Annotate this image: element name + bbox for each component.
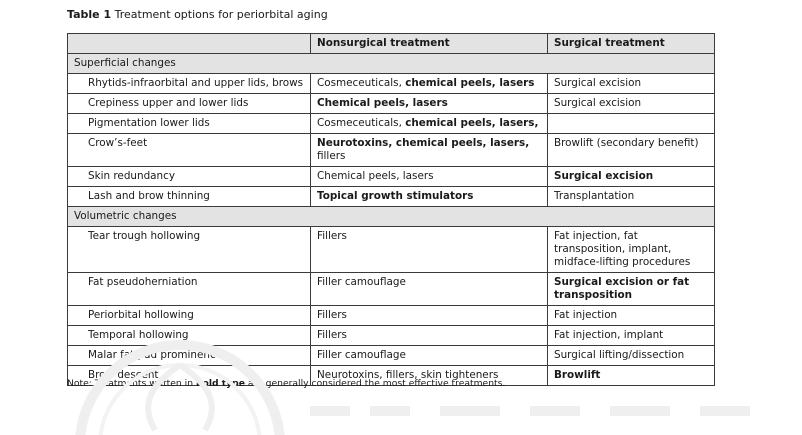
surgical-cell: [548, 74, 715, 94]
text-run: Fillers: [317, 230, 347, 242]
bold-text: Neurotoxins, chemical peels, lasers,: [317, 137, 530, 149]
text-run: Cosmeceuticals,: [317, 117, 406, 129]
watermark-bar: [610, 406, 670, 416]
text-run: Surgical excision: [554, 97, 642, 109]
table-row: [68, 326, 715, 346]
nonsurgical-cell: [311, 134, 548, 167]
text-run: Surgical lifting/dissection: [554, 349, 685, 361]
bold-text: bold type: [195, 378, 245, 389]
condition-cell: Temporal hollowing: [68, 326, 311, 346]
text-run: Fat injection: [554, 309, 618, 321]
text-run: Filler camouflage: [317, 349, 406, 361]
table-row: [68, 134, 715, 167]
table-row: [68, 187, 715, 207]
table-label: Table 1: [67, 8, 112, 21]
nonsurgical-cell: [311, 74, 548, 94]
condition-cell: Tear trough hollowing: [68, 227, 311, 273]
text-run: Surgical excision: [554, 77, 642, 89]
condition-cell: Fat pseudoherniation: [68, 273, 311, 306]
table-caption: [67, 8, 328, 22]
table-row: [68, 167, 715, 187]
surgical-cell: [548, 326, 715, 346]
watermark-bar: [700, 406, 750, 416]
watermark-bar: [440, 406, 500, 416]
condition-cell: Periorbital hollowing: [68, 306, 311, 326]
table-body: [68, 54, 715, 386]
nonsurgical-cell: [311, 306, 548, 326]
surgical-cell: [548, 227, 715, 273]
header-cell-condition: [68, 34, 311, 54]
bold-text: chemical peels, lasers: [405, 77, 535, 89]
text-run: Filler camouflage: [317, 276, 406, 288]
watermark-bar: [310, 406, 350, 416]
watermark-bar: [530, 406, 580, 416]
table-row: [68, 346, 715, 366]
text-run: Fillers: [317, 329, 347, 341]
condition-cell: Brow descent: [68, 366, 311, 386]
header-cell-surgical: Surgical treatment: [548, 34, 715, 54]
section-title: Superficial changes: [68, 54, 715, 74]
table-row: [68, 227, 715, 273]
table-row: [68, 94, 715, 114]
surgical-cell: [548, 114, 715, 134]
text-run: are generally considered the most effective treatments.: [244, 378, 506, 389]
text-run: Chemical peels, lasers: [317, 170, 434, 182]
surgical-cell: [548, 346, 715, 366]
text-run: Fillers: [317, 309, 347, 321]
watermark-bar: [370, 406, 410, 416]
bold-text: Surgical excision or fat transposition: [554, 276, 690, 301]
surgical-cell: [548, 366, 715, 386]
bold-text: chemical peels, lasers,: [405, 117, 539, 129]
header-cell-nonsurgical: Nonsurgical treatment: [311, 34, 548, 54]
condition-cell: Malar fat pad prominence: [68, 346, 311, 366]
bold-text: Topical growth stimulators: [317, 190, 474, 202]
table-row: [68, 273, 715, 306]
condition-cell: Lash and brow thinning: [68, 187, 311, 207]
nonsurgical-cell: [311, 273, 548, 306]
nonsurgical-cell: [311, 114, 548, 134]
surgical-cell: [548, 187, 715, 207]
text-run: Browlift (secondary benefit): [554, 137, 699, 149]
table-note: [67, 378, 505, 390]
nonsurgical-cell: [311, 94, 548, 114]
nonsurgical-cell: [311, 227, 548, 273]
text-run: Note: Treatments written in: [67, 378, 196, 389]
text-run: Neurotoxins, fillers, skin tighteners: [317, 369, 499, 381]
bold-text: Chemical peels, lasers: [317, 97, 448, 109]
treatment-table: [67, 33, 715, 386]
bold-text: Browlift: [554, 369, 601, 381]
condition-cell: Crepiness upper and lower lids: [68, 94, 311, 114]
nonsurgical-cell: [311, 346, 548, 366]
condition-cell: Pigmentation lower lids: [68, 114, 311, 134]
text-run: Transplantation: [554, 190, 635, 202]
section-row: [68, 54, 715, 74]
surgical-cell: [548, 94, 715, 114]
bold-text: Surgical excision: [554, 170, 654, 182]
header-row: [68, 34, 715, 54]
nonsurgical-cell: [311, 187, 548, 207]
condition-cell: Rhytids-infraorbital and upper lids, brows: [68, 74, 311, 94]
table-row: [68, 114, 715, 134]
condition-cell: Crow’s-feet: [68, 134, 311, 167]
table-row: [68, 306, 715, 326]
table-title: Treatment options for periorbital aging: [114, 8, 328, 21]
table-row: [68, 74, 715, 94]
surgical-cell: [548, 134, 715, 167]
text-run: Cosmeceuticals,: [317, 77, 406, 89]
surgical-cell: [548, 167, 715, 187]
nonsurgical-cell: [311, 326, 548, 346]
condition-cell: Skin redundancy: [68, 167, 311, 187]
surgical-cell: [548, 306, 715, 326]
nonsurgical-cell: [311, 167, 548, 187]
text-run: fillers: [317, 150, 346, 162]
text-run: Fat injection, implant: [554, 329, 664, 341]
section-row: [68, 207, 715, 227]
text-run: Fat injection, fat transposition, implant, midface-lifting procedures: [554, 230, 691, 268]
surgical-cell: [548, 273, 715, 306]
section-title: Volumetric changes: [68, 207, 715, 227]
